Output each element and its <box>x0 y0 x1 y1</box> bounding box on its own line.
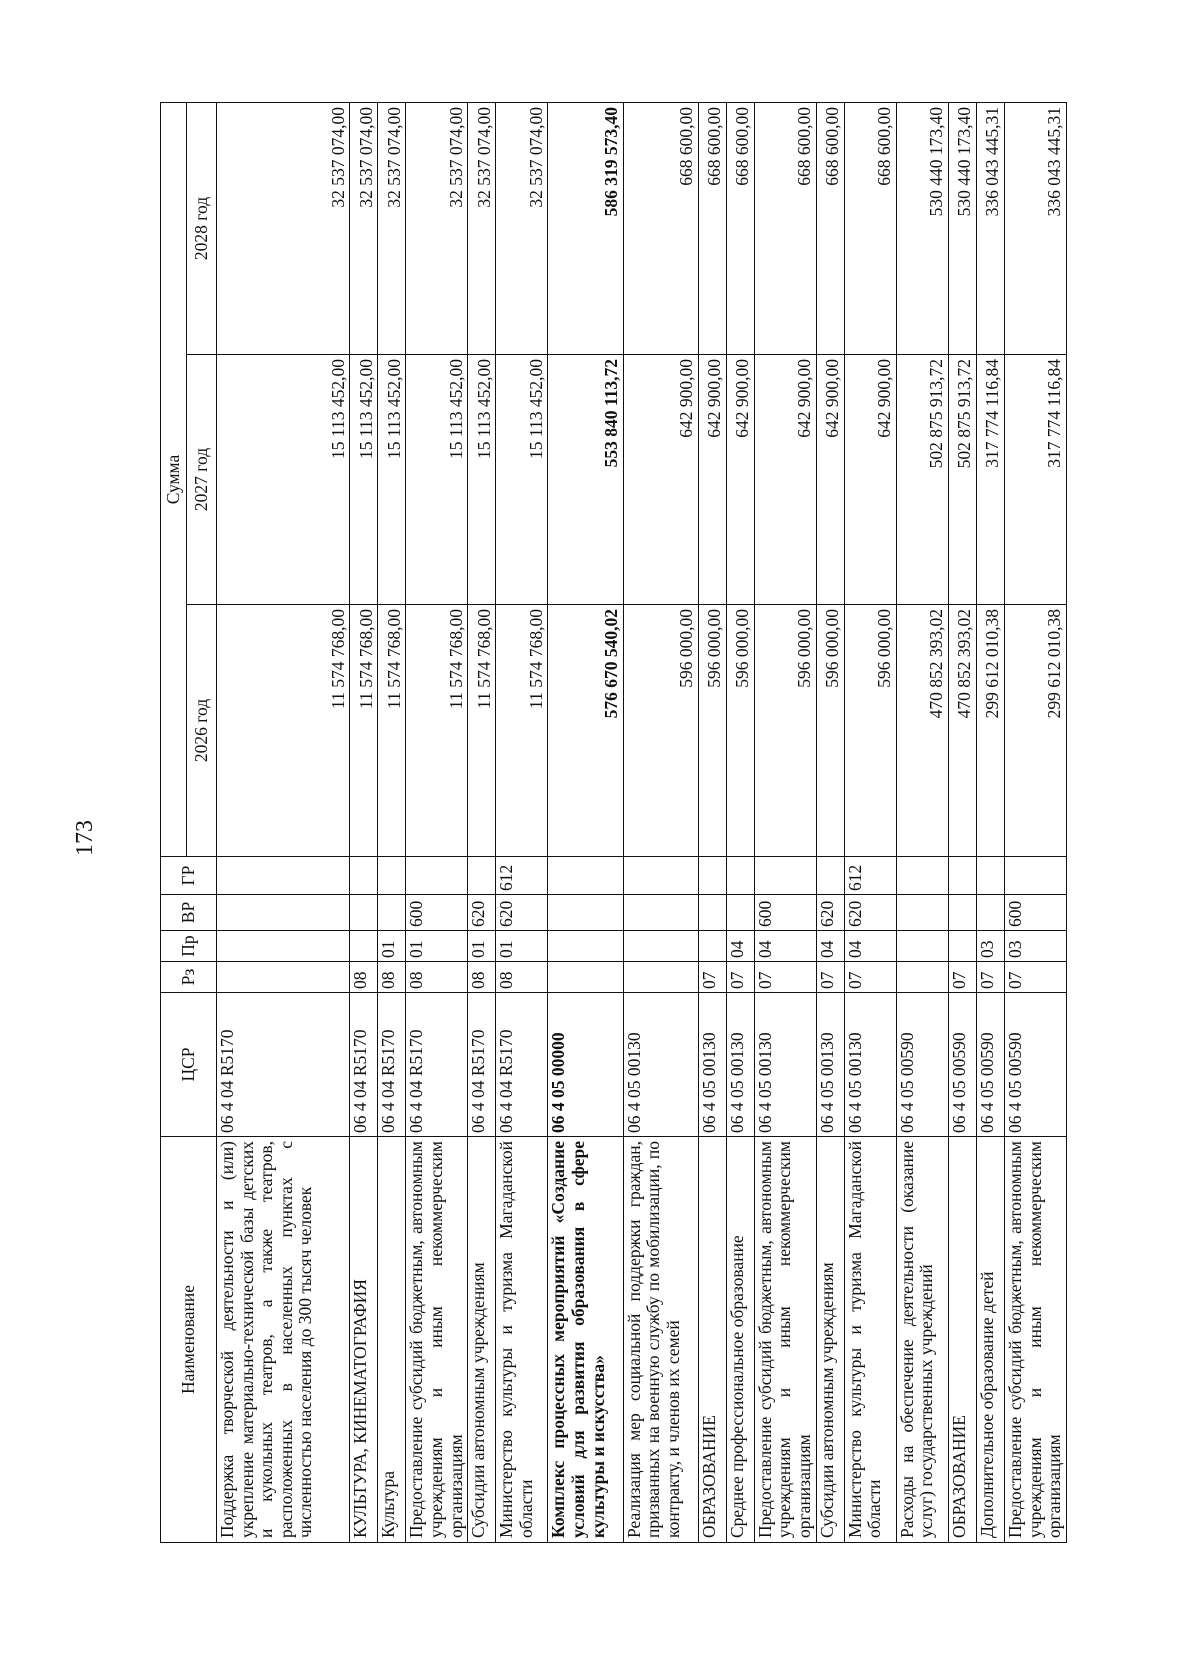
cell-2027: 502 875 913,72 <box>948 355 976 605</box>
cell-pr: 04 <box>754 931 816 962</box>
table-row <box>976 102 1004 1542</box>
cell-2027: 642 900,00 <box>623 355 698 605</box>
table-body <box>217 102 1067 1542</box>
table-row <box>754 102 816 1542</box>
cell-rz: 08 <box>468 962 496 993</box>
cell-name: Министерство культуры и туризма Магаданской области <box>844 1137 896 1543</box>
table-row <box>948 102 976 1542</box>
cell-vr <box>948 895 976 931</box>
table-row <box>217 102 350 1542</box>
cell-2027: 642 900,00 <box>816 355 844 605</box>
cell-vr <box>698 895 726 931</box>
cell-rz <box>548 962 623 993</box>
cell-csr: 06 4 04 R5170 <box>350 993 378 1137</box>
cell-pr <box>896 931 948 962</box>
cell-rz: 08 <box>350 962 378 993</box>
cell-pr <box>548 931 623 962</box>
cell-2026: 11 574 768,00 <box>378 605 406 857</box>
cell-gr <box>754 857 816 895</box>
cell-pr: 04 <box>816 931 844 962</box>
cell-pr: 03 <box>976 931 1004 962</box>
cell-gr <box>378 857 406 895</box>
cell-2026: 11 574 768,00 <box>406 605 468 857</box>
cell-vr: 600 <box>1004 895 1066 931</box>
cell-2028: 32 537 074,00 <box>468 102 496 354</box>
header-year-2027: 2027 год <box>187 355 217 605</box>
cell-rz: 07 <box>948 962 976 993</box>
cell-rz: 07 <box>726 962 754 993</box>
table-row <box>698 102 726 1542</box>
cell-2026: 11 574 768,00 <box>350 605 378 857</box>
cell-rz: 07 <box>816 962 844 993</box>
cell-gr <box>816 857 844 895</box>
cell-name: Предоставление субсидий бюджетным, автономным учреждениям и иным некоммерческим организациям <box>1004 1137 1066 1543</box>
cell-2028: 32 537 074,00 <box>496 102 548 354</box>
cell-2026: 596 000,00 <box>844 605 896 857</box>
page-number: 173 <box>71 820 98 856</box>
cell-2028: 32 537 074,00 <box>378 102 406 354</box>
cell-gr <box>350 857 378 895</box>
cell-pr: 04 <box>726 931 754 962</box>
cell-csr: 06 4 05 00130 <box>754 993 816 1137</box>
cell-pr: 01 <box>406 931 468 962</box>
cell-rz: 07 <box>754 962 816 993</box>
table-row <box>844 102 896 1542</box>
cell-csr: 06 4 04 R5170 <box>378 993 406 1137</box>
cell-2028: 32 537 074,00 <box>406 102 468 354</box>
cell-csr: 06 4 04 R5170 <box>406 993 468 1137</box>
cell-2026: 596 000,00 <box>698 605 726 857</box>
cell-name: Культура <box>378 1137 406 1543</box>
cell-vr: 620 <box>496 895 548 931</box>
cell-csr: 06 4 05 00130 <box>726 993 754 1137</box>
header-vr: ВР <box>161 895 217 931</box>
cell-csr: 06 4 05 00130 <box>844 993 896 1137</box>
cell-vr: 620 <box>816 895 844 931</box>
cell-2028: 586 319 573,40 <box>548 102 623 354</box>
cell-2028: 668 600,00 <box>844 102 896 354</box>
cell-gr <box>976 857 1004 895</box>
header-name: Наименование <box>161 1137 217 1543</box>
cell-name: Реализация мер социальной поддержки граждан, призванных на военную службу по мобилизации, по контракту, и членов их семей <box>623 1137 698 1543</box>
cell-gr <box>698 857 726 895</box>
cell-name: Министерство культуры и туризма Магаданской области <box>496 1137 548 1543</box>
cell-rz <box>623 962 698 993</box>
table-row <box>350 102 378 1542</box>
cell-2027: 642 900,00 <box>726 355 754 605</box>
table-row <box>1004 102 1066 1542</box>
cell-csr: 06 4 04 R5170 <box>468 993 496 1137</box>
header-gr: ГР <box>161 857 217 895</box>
cell-vr: 620 <box>468 895 496 931</box>
cell-gr <box>1004 857 1066 895</box>
cell-2027: 317 774 116,84 <box>1004 355 1066 605</box>
cell-vr: 600 <box>754 895 816 931</box>
cell-2028: 530 440 173,40 <box>948 102 976 354</box>
cell-gr <box>406 857 468 895</box>
cell-pr: 03 <box>1004 931 1066 962</box>
cell-2027: 15 113 452,00 <box>468 355 496 605</box>
cell-vr <box>217 895 350 931</box>
cell-2026: 11 574 768,00 <box>496 605 548 857</box>
cell-2026: 596 000,00 <box>623 605 698 857</box>
cell-2026: 596 000,00 <box>754 605 816 857</box>
cell-2027: 502 875 913,72 <box>896 355 948 605</box>
cell-name: Субсидии автономным учреждениям <box>468 1137 496 1543</box>
cell-vr <box>896 895 948 931</box>
cell-rz: 08 <box>378 962 406 993</box>
cell-pr <box>217 931 350 962</box>
cell-2026: 299 612 010,38 <box>1004 605 1066 857</box>
cell-csr: 06 4 05 00130 <box>623 993 698 1137</box>
cell-2028: 668 600,00 <box>754 102 816 354</box>
cell-csr: 06 4 05 00590 <box>976 993 1004 1137</box>
table-row <box>816 102 844 1542</box>
cell-name: ОБРАЗОВАНИЕ <box>698 1137 726 1543</box>
cell-rz: 07 <box>976 962 1004 993</box>
cell-name: Предоставление субсидий бюджетным, автономным учреждениям и иным некоммерческим организациям <box>754 1137 816 1543</box>
table-row <box>896 102 948 1542</box>
table-row <box>378 102 406 1542</box>
header-year-2028: 2028 год <box>187 102 217 354</box>
cell-csr: 06 4 05 00590 <box>1004 993 1066 1137</box>
table-row <box>496 102 548 1542</box>
cell-rz <box>217 962 350 993</box>
cell-2027: 642 900,00 <box>754 355 816 605</box>
cell-2026: 470 852 393,02 <box>948 605 976 857</box>
cell-vr: 620 <box>844 895 896 931</box>
header-csr: ЦСР <box>161 993 217 1137</box>
cell-gr: 612 <box>844 857 896 895</box>
cell-vr <box>378 895 406 931</box>
table-row <box>548 102 623 1542</box>
table-row <box>468 102 496 1542</box>
cell-pr: 01 <box>378 931 406 962</box>
cell-pr <box>350 931 378 962</box>
cell-csr: 06 4 04 R5170 <box>496 993 548 1137</box>
cell-vr <box>548 895 623 931</box>
budget-table <box>160 102 1067 1543</box>
cell-2026: 576 670 540,02 <box>548 605 623 857</box>
cell-2028: 336 043 445,31 <box>1004 102 1066 354</box>
cell-2028: 530 440 173,40 <box>896 102 948 354</box>
cell-rz <box>896 962 948 993</box>
cell-csr: 06 4 05 00130 <box>698 993 726 1137</box>
cell-name: Расходы на обеспечение деятельности (оказание услуг) государственных учреждений <box>896 1137 948 1543</box>
cell-name: Среднее профессиональное образование <box>726 1137 754 1543</box>
header-pr: Пр <box>161 931 217 962</box>
cell-2026: 596 000,00 <box>726 605 754 857</box>
cell-vr <box>726 895 754 931</box>
cell-pr: 04 <box>844 931 896 962</box>
cell-2027: 642 900,00 <box>698 355 726 605</box>
cell-2026: 596 000,00 <box>816 605 844 857</box>
cell-2027: 317 774 116,84 <box>976 355 1004 605</box>
cell-name: Комплекс процессных мероприятий «Создание условий для развития образования в сфере культуры и искусства» <box>548 1137 623 1543</box>
cell-vr <box>350 895 378 931</box>
cell-gr <box>548 857 623 895</box>
cell-rz: 08 <box>406 962 468 993</box>
rotated-page-content <box>160 103 1067 1543</box>
cell-rz: 07 <box>844 962 896 993</box>
table-row <box>406 102 468 1542</box>
header-year-2026: 2026 год <box>187 605 217 857</box>
cell-2028: 32 537 074,00 <box>217 102 350 354</box>
cell-2028: 336 043 445,31 <box>976 102 1004 354</box>
cell-name: Предоставление субсидий бюджетным, автономным учреждениям и иным некоммерческим организациям <box>406 1137 468 1543</box>
cell-name: Субсидии автономным учреждениям <box>816 1137 844 1543</box>
cell-rz: 08 <box>496 962 548 993</box>
cell-csr: 06 4 05 00590 <box>948 993 976 1137</box>
cell-gr <box>217 857 350 895</box>
cell-csr: 06 4 05 00000 <box>548 993 623 1137</box>
cell-pr: 01 <box>468 931 496 962</box>
cell-vr <box>976 895 1004 931</box>
cell-2026: 299 612 010,38 <box>976 605 1004 857</box>
cell-name: ОБРАЗОВАНИЕ <box>948 1137 976 1543</box>
cell-gr <box>896 857 948 895</box>
cell-gr <box>623 857 698 895</box>
cell-vr: 600 <box>406 895 468 931</box>
cell-2027: 553 840 113,72 <box>548 355 623 605</box>
cell-2027: 642 900,00 <box>844 355 896 605</box>
cell-name: Поддержка творческой деятельности и (или) укрепление материально-технической базы детских и кукольных театров, а также театров, расположенных в населенных пунктах с численностью населения до 300 тысяч человек <box>217 1137 350 1543</box>
cell-gr <box>726 857 754 895</box>
header-rz: Рз <box>161 962 217 993</box>
cell-2027: 15 113 452,00 <box>406 355 468 605</box>
cell-2026: 11 574 768,00 <box>468 605 496 857</box>
cell-2027: 15 113 452,00 <box>350 355 378 605</box>
cell-vr <box>623 895 698 931</box>
cell-pr <box>948 931 976 962</box>
cell-2028: 32 537 074,00 <box>350 102 378 354</box>
cell-2028: 668 600,00 <box>698 102 726 354</box>
cell-rz: 07 <box>698 962 726 993</box>
cell-pr <box>698 931 726 962</box>
header-row-top <box>161 102 187 1542</box>
table-row <box>726 102 754 1542</box>
cell-pr: 01 <box>496 931 548 962</box>
cell-gr: 612 <box>496 857 548 895</box>
cell-gr <box>468 857 496 895</box>
cell-2027: 15 113 452,00 <box>217 355 350 605</box>
cell-name: КУЛЬТУРА, КИНЕМАТОГРАФИЯ <box>350 1137 378 1543</box>
cell-2028: 668 600,00 <box>623 102 698 354</box>
cell-2026: 11 574 768,00 <box>217 605 350 857</box>
cell-csr: 06 4 05 00130 <box>816 993 844 1137</box>
header-sum: Сумма <box>161 102 187 856</box>
cell-2027: 15 113 452,00 <box>496 355 548 605</box>
cell-rz: 07 <box>1004 962 1066 993</box>
cell-2026: 470 852 393,02 <box>896 605 948 857</box>
cell-name: Дополнительное образование детей <box>976 1137 1004 1543</box>
cell-2027: 15 113 452,00 <box>378 355 406 605</box>
cell-csr: 06 4 04 R5170 <box>217 993 350 1137</box>
cell-csr: 06 4 05 00590 <box>896 993 948 1137</box>
cell-gr <box>948 857 976 895</box>
cell-pr <box>623 931 698 962</box>
cell-2028: 668 600,00 <box>726 102 754 354</box>
cell-2028: 668 600,00 <box>816 102 844 354</box>
table-row <box>623 102 698 1542</box>
